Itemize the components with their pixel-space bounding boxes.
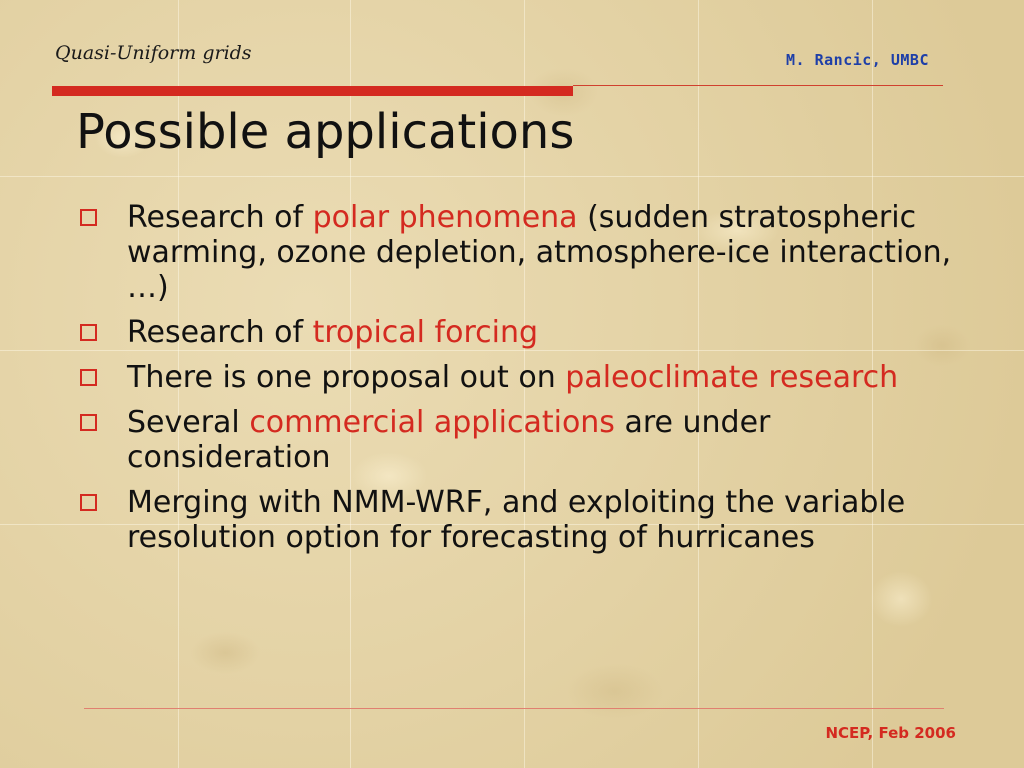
bullet-highlight: commercial applications (249, 405, 615, 440)
bullet-item (78, 200, 958, 305)
bullet-text: (sudden stratospheric warming, ozone depletion, atmosphere-ice interaction, …) (127, 200, 952, 305)
bullet-item (78, 360, 958, 395)
slide-title: Possible applications (76, 104, 575, 160)
title-accent-rule (573, 85, 943, 86)
title-accent-bar (52, 86, 573, 96)
bullet-highlight: polar phenomena (312, 200, 578, 235)
bullet-item (78, 315, 958, 350)
presentation-topic: Quasi-Uniform grids (55, 42, 252, 64)
hollow-square-bullet-icon (80, 324, 97, 341)
author-affiliation: M. Rancic, UMBC (786, 51, 929, 69)
hollow-square-bullet-icon (80, 209, 97, 226)
hollow-square-bullet-icon (80, 369, 97, 386)
footer-event-date: NCEP, Feb 2006 (825, 724, 956, 742)
bullet-text: are under consideration (127, 405, 771, 475)
bullet-text: Several (127, 405, 250, 440)
bullet-item (78, 405, 958, 475)
footer-rule (84, 708, 944, 709)
bullet-item (78, 485, 958, 555)
bullet-highlight: paleoclimate research (565, 360, 899, 395)
bullet-text: Merging with NMM-WRF, and exploiting the variable resolution option for forecasting of hurricanes (127, 485, 906, 555)
bullet-text: Research of (127, 200, 313, 235)
background-texture-line (0, 176, 1024, 177)
hollow-square-bullet-icon (80, 414, 97, 431)
bullet-text: There is one proposal out on (127, 360, 566, 395)
bullet-text: Research of (127, 315, 313, 350)
hollow-square-bullet-icon (80, 494, 97, 511)
bullet-highlight: tropical forcing (312, 315, 539, 350)
bullet-list (78, 200, 958, 565)
